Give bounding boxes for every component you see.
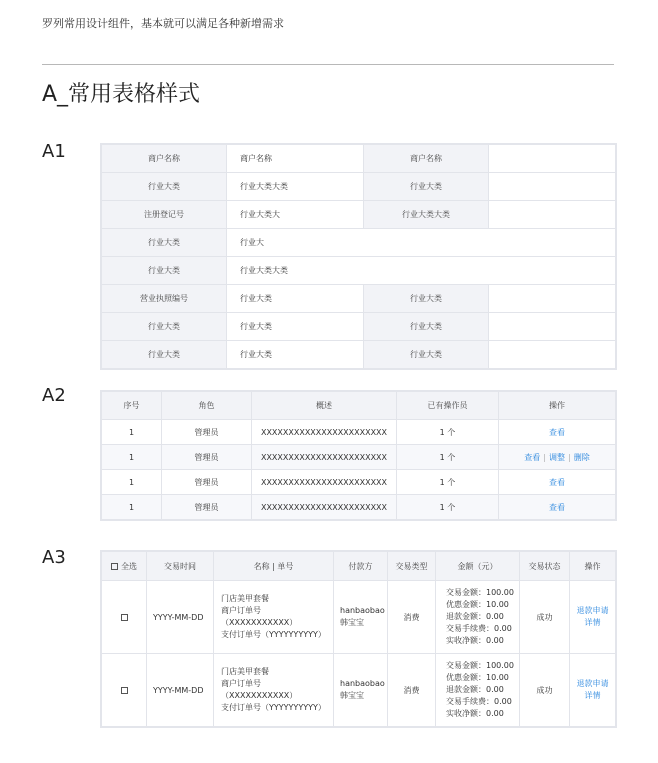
column-header: 角色 — [162, 392, 252, 420]
table-header-row — [102, 392, 616, 420]
label-a2: A2 — [42, 385, 66, 406]
view-link[interactable]: 查看 — [549, 477, 565, 487]
field-label: 营业执照编号 — [102, 285, 227, 313]
view-link[interactable]: 查看 — [524, 452, 541, 462]
label-a3: A3 — [42, 547, 66, 568]
column-header: 序号 — [102, 392, 162, 420]
refund-detail-link[interactable]: 退款申请 详情 — [570, 581, 616, 654]
cell-actions — [499, 420, 616, 445]
table-row — [102, 470, 616, 495]
field-value — [489, 313, 616, 341]
cell-summary: XXXXXXXXXXXXXXXXXXXXXXX — [252, 470, 397, 495]
column-header: 交易状态 — [520, 552, 570, 581]
cell-amount: 交易金额：100.00 优惠金额：10.00 退款金额：0.00 交易手续费：0.00 实收净额：0.00 — [436, 654, 520, 727]
cell-summary: XXXXXXXXXXXXXXXXXXXXXXX — [252, 420, 397, 445]
field-value: 行业大类大类 — [227, 257, 616, 285]
cell-payer: hanbaobao 韩宝宝 — [334, 581, 388, 654]
cell-status: 成功 — [520, 654, 570, 727]
field-value: 行业大 — [227, 229, 616, 257]
cell-time: YYYY-MM-DD — [147, 654, 214, 727]
field-label: 行业大类 — [102, 257, 227, 285]
field-value: 行业大类 — [227, 341, 364, 369]
table-row — [102, 495, 616, 520]
cell-role: 管理员 — [162, 470, 252, 495]
table-row — [102, 581, 616, 654]
table-row — [102, 445, 616, 470]
cell-index: 1 — [102, 470, 162, 495]
table-row — [102, 229, 616, 257]
cell-type: 消费 — [388, 581, 436, 654]
cell-name-order: 门店美甲套餐 商户订单号（XXXXXXXXXXX） 支付订单号（YYYYYYYYYY） — [214, 654, 334, 727]
field-value: 行业大类大 — [227, 201, 364, 229]
column-header: 概述 — [252, 392, 397, 420]
cell-operator-count: 1 个 — [397, 470, 499, 495]
field-value — [489, 285, 616, 313]
field-label: 行业大类 — [364, 341, 489, 369]
cell-amount: 交易金额：100.00 优惠金额：10.00 退款金额：0.00 交易手续费：0.00 实收净额：0.00 — [436, 581, 520, 654]
column-header: 名称 | 单号 — [214, 552, 334, 581]
cell-summary: XXXXXXXXXXXXXXXXXXXXXXX — [252, 495, 397, 520]
table-row — [102, 257, 616, 285]
field-label: 行业大类大类 — [364, 201, 489, 229]
field-value: 行业大类 — [227, 285, 364, 313]
field-value — [489, 173, 616, 201]
table-row — [102, 173, 616, 201]
table-row — [102, 145, 616, 173]
field-value: 行业大类 — [227, 313, 364, 341]
column-header: 操作 — [570, 552, 616, 581]
cell-status: 成功 — [520, 581, 570, 654]
cell-actions — [499, 445, 616, 470]
field-label: 商户名称 — [102, 145, 227, 173]
cell-payer: hanbaobao 韩宝宝 — [334, 654, 388, 727]
field-label: 商户名称 — [364, 145, 489, 173]
table-row — [102, 420, 616, 445]
cell-type: 消费 — [388, 654, 436, 727]
field-label: 行业大类 — [364, 285, 489, 313]
section-title: A_常用表格样式 — [42, 82, 201, 107]
field-label: 注册登记号 — [102, 201, 227, 229]
select-all-checkbox[interactable] — [111, 563, 118, 570]
cell-name-order: 门店美甲套餐 商户订单号（XXXXXXXXXXX） 支付订单号（YYYYYYYYYY） — [214, 581, 334, 654]
column-header: 交易类型 — [388, 552, 436, 581]
table-header-row — [102, 552, 616, 581]
column-header: 付款方 — [334, 552, 388, 581]
delete-link[interactable]: 删除 — [573, 452, 590, 462]
field-label: 行业大类 — [364, 173, 489, 201]
table-row — [102, 201, 616, 229]
cell-actions — [499, 470, 616, 495]
label-a1: A1 — [42, 141, 66, 162]
separator: | — [568, 452, 571, 462]
view-link[interactable]: 查看 — [549, 502, 565, 512]
cell-time: YYYY-MM-DD — [147, 581, 214, 654]
table-row — [102, 285, 616, 313]
cell-summary: XXXXXXXXXXXXXXXXXXXXXXX — [252, 445, 397, 470]
cell-role: 管理员 — [162, 420, 252, 445]
select-all-label: 全选 — [121, 561, 137, 571]
row-select[interactable] — [102, 654, 147, 727]
cell-operator-count: 1 个 — [397, 445, 499, 470]
row-checkbox[interactable] — [121, 614, 128, 621]
cell-index: 1 — [102, 445, 162, 470]
table-a3 — [101, 551, 616, 727]
field-label: 行业大类 — [364, 313, 489, 341]
field-value — [489, 145, 616, 173]
cell-operator-count: 1 个 — [397, 495, 499, 520]
row-checkbox[interactable] — [121, 687, 128, 694]
field-label: 行业大类 — [102, 341, 227, 369]
field-label: 行业大类 — [102, 173, 227, 201]
table-row — [102, 341, 616, 369]
divider — [42, 64, 614, 65]
column-header: 交易时间 — [147, 552, 214, 581]
cell-operator-count: 1 个 — [397, 420, 499, 445]
separator: | — [543, 452, 546, 462]
cell-index: 1 — [102, 420, 162, 445]
field-value: 商户名称 — [227, 145, 364, 173]
view-link[interactable]: 查看 — [549, 427, 565, 437]
cell-role: 管理员 — [162, 445, 252, 470]
table-a1 — [101, 144, 616, 369]
refund-detail-link[interactable]: 退款申请 详情 — [570, 654, 616, 727]
column-header: 操作 — [499, 392, 616, 420]
field-value — [489, 201, 616, 229]
cell-actions — [499, 495, 616, 520]
cell-role: 管理员 — [162, 495, 252, 520]
table-row — [102, 313, 616, 341]
table-row — [102, 654, 616, 727]
select-all-header[interactable] — [102, 552, 147, 581]
field-value — [489, 341, 616, 369]
adjust-link[interactable]: 调整 — [549, 452, 565, 462]
column-header: 已有操作员 — [397, 392, 499, 420]
cell-index: 1 — [102, 495, 162, 520]
intro-text: 罗列常用设计组件，基本就可以满足各种新增需求 — [42, 17, 284, 30]
field-label: 行业大类 — [102, 229, 227, 257]
field-value: 行业大类大类 — [227, 173, 364, 201]
column-header: 金额（元） — [436, 552, 520, 581]
table-a2 — [101, 391, 616, 520]
field-label: 行业大类 — [102, 313, 227, 341]
row-select[interactable] — [102, 581, 147, 654]
